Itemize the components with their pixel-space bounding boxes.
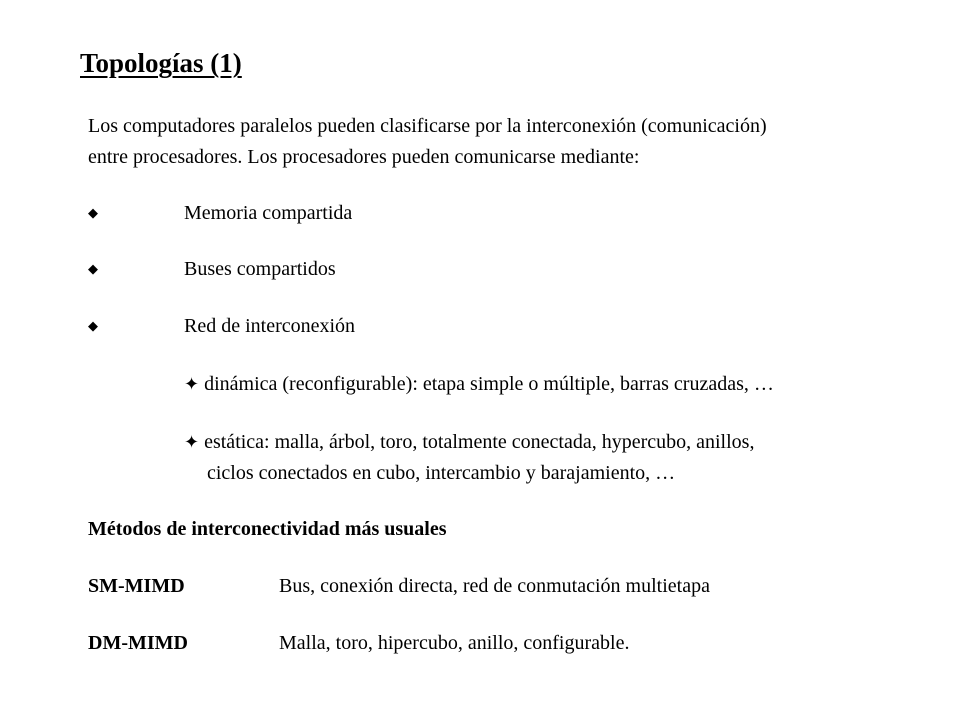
methods-heading: Métodos de interconectividad más usuales — [88, 518, 447, 540]
sub-item-static-continuation: ciclos conectados en cubo, intercambio y barajamiento, … — [207, 462, 676, 484]
diamond-bullet-icon: ◆ — [88, 206, 98, 221]
intro-paragraph — [88, 111, 767, 173]
method-description: Malla, toro, hipercubo, anillo, configurable. — [279, 632, 630, 654]
method-key: DM-MIMD — [88, 632, 188, 654]
sub-item-static-text: estática: malla, árbol, toro, totalmente conectada, hypercubo, anillos, — [204, 431, 755, 453]
sub-item-static — [184, 427, 754, 458]
four-point-star-icon: ✦ — [184, 374, 200, 395]
bullet-label: Buses compartidos — [184, 258, 336, 280]
sub-item-dynamic-text: dinámica (reconfigurable): etapa simple o múltiple, barras cruzadas, … — [204, 373, 774, 395]
bullet-label: Memoria compartida — [184, 202, 353, 224]
method-key: SM-MIMD — [88, 575, 185, 597]
slide-title: Topologías (1) — [80, 48, 242, 78]
intro-line-1: Los computadores paralelos pueden clasificarse por la interconexión (comunicación) — [88, 115, 767, 137]
bullet-label: Red de interconexión — [184, 315, 356, 337]
method-description: Bus, conexión directa, red de conmutación multietapa — [279, 575, 710, 597]
diamond-bullet-icon: ◆ — [88, 319, 98, 334]
sub-item-dynamic — [184, 369, 774, 400]
diamond-bullet-icon: ◆ — [88, 262, 98, 277]
four-point-star-icon: ✦ — [184, 432, 200, 453]
intro-line-2: entre procesadores. Los procesadores pueden comunicarse mediante: — [88, 146, 640, 168]
